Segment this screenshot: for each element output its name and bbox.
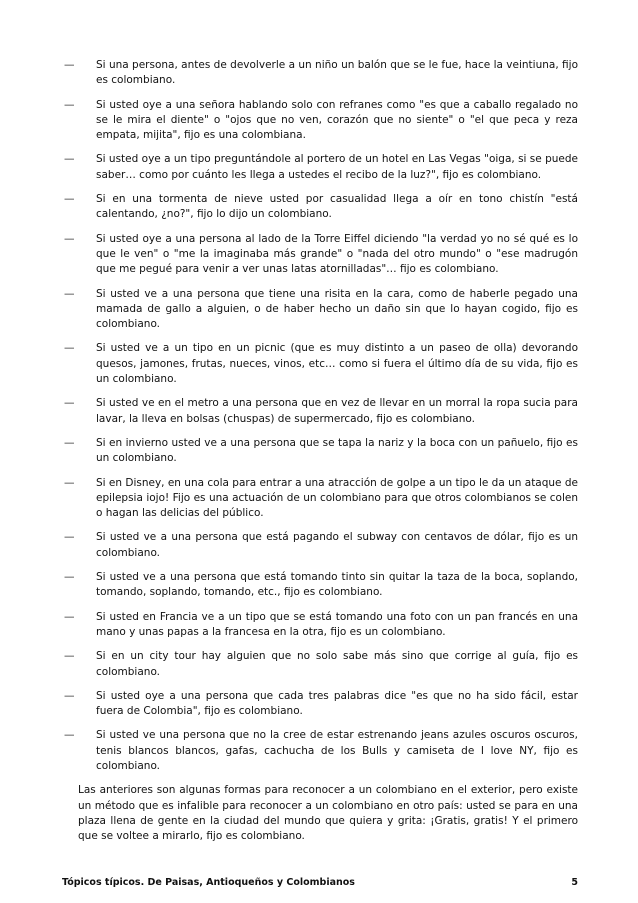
list-item-text: Si en Disney, en una cola para entrar a una atracción de golpe a un tipo le da un ataque de epilepsia iojo! Fijo es una actuación de un colombiano para que otros colombianos se colen o hagan las delicias del público. [96, 476, 578, 520]
list-item [62, 152, 578, 183]
list-item-text: Si usted ve a una persona que tiene una risita en la cara, como de haberle pegado una mamada de gallo a alguien, o de haber hecho un daño sin que lo hayan cogido, fijo es colombiano. [96, 287, 578, 331]
list-item-text: Si usted ve a un tipo en un picnic (que es muy distinto a un paseo de olla) devorando quesos, jamones, frutas, nueces, vinos, etc… como si fuera el último día de su vida, fijo es un colombiano. [96, 342, 578, 386]
list-dash: — [64, 232, 75, 245]
list-item [62, 341, 578, 387]
page-number: 5 [571, 877, 578, 888]
list-dash: — [64, 436, 75, 449]
footer-title: Tópicos típicos. De Paisas, Antioqueños y Colombianos [62, 877, 355, 888]
list-dash: — [64, 610, 75, 623]
list-item [62, 610, 578, 641]
list-item [62, 436, 578, 467]
list-item-text: Si usted oye a una persona al lado de la Torre Eiffel diciendo "la verdad yo no sé qué es lo que le ven" o "me la imaginaba más grande" o "nada del otro mundo" o "ese madrugón que me pegué para venir a ver unas latas atornilladas"… fijo es colombiano. [96, 232, 578, 276]
list-item [62, 689, 578, 720]
list-item [62, 58, 578, 89]
bullet-list [62, 58, 578, 774]
list-item-text: Si usted ve una persona que no la cree de estar estrenando jeans azules oscuros oscuros, tenis blancos blancos, gafas, cachucha de los Bulls y camiseta de I love NY, fijo es colombiano. [96, 729, 578, 772]
list-dash: — [64, 729, 75, 742]
list-item [62, 287, 578, 333]
list-item [62, 530, 578, 561]
page-footer [62, 877, 578, 888]
list-dash: — [64, 397, 75, 410]
list-item [62, 396, 578, 427]
list-dash: — [64, 689, 75, 702]
list-item-text: Si usted ve a una persona que está tomando tinto sin quitar la taza de la boca, soplando, tomando, soplando, tomando, etc., fijo es colombiano. [96, 571, 578, 599]
list-dash: — [64, 571, 75, 584]
list-dash: — [64, 476, 75, 489]
list-dash: — [64, 98, 75, 111]
list-item-text: Si en invierno usted ve a una persona que se tapa la nariz y la boca con un pañuelo, fijo es un colombiano. [96, 436, 578, 465]
list-dash: — [64, 342, 75, 355]
list-item-text: Si usted en Francia ve a un tipo que se está tomando una foto con un pan francés en una mano y unas papas a la francesa en la otra, fijo es un colombiano. [96, 610, 578, 638]
list-item-text: Si usted oye a un tipo preguntándole al portero de un hotel en Las Vegas "oiga, si se puede saber… como por cuánto les llega a ustedes el recibo de la luz?", fijo es colombiano. [96, 153, 578, 181]
list-item [62, 570, 578, 601]
list-item [62, 232, 578, 278]
list-item [62, 98, 578, 144]
list-item-text: Si en una tormenta de nieve usted por casualidad llega a oír en tono chistín "está calentando, ¿no?", fijo lo dijo un colombiano. [96, 193, 578, 221]
list-dash: — [64, 153, 75, 166]
list-item [62, 649, 578, 680]
list-dash: — [64, 193, 75, 206]
list-dash: — [64, 287, 75, 300]
list-item-text: Si usted ve en el metro a una persona que en vez de llevar en un morral la ropa sucia para lavar, la lleva en bolsas (chuspas) de supermercado, fijo es colombiano. [96, 397, 578, 425]
list-dash: — [64, 59, 75, 71]
page-content [62, 58, 578, 855]
list-item-text: Si usted oye a una señora hablando solo con refranes como "es que a caballo regalado no se le mira el diente" o "ojos que no ven, corazón que no siente" o "el que peca y reza empata, mijita", fijo es una colombiana. [96, 98, 578, 142]
list-dash: — [64, 531, 75, 544]
list-item-text: Si usted oye a una persona que cada tres palabras dice "es que no ha sido fácil, estar fuera de Colombia", fijo es colombiano. [96, 689, 578, 718]
list-item-text: Si una persona, antes de devolverle a un niño un balón que se le fue, hace la veintiuna, fijo es colombiano. [96, 59, 578, 87]
list-dash: — [64, 650, 75, 663]
closing-paragraph: Las anteriores son algunas formas para reconocer a un colombiano en el exterior, pero existe un método que es infalible para reconocer a un colombiano en otro país: usted se para en una plaza llena de gente en la ciudad del mundo que quiera y grita: ¡Gratis, gratis! Y el primero que se voltee a mirarlo, fijo es colombiano. [78, 784, 578, 843]
list-item [62, 192, 578, 223]
list-item-text: Si en un city tour hay alguien que no solo sabe más sino que corrige al guía, fijo es colombiano. [96, 650, 578, 678]
list-item [62, 728, 578, 774]
list-item-text: Si usted ve a una persona que está pagando el subway con centavos de dólar, fijo es un colombiano. [96, 531, 578, 559]
list-item [62, 476, 578, 522]
